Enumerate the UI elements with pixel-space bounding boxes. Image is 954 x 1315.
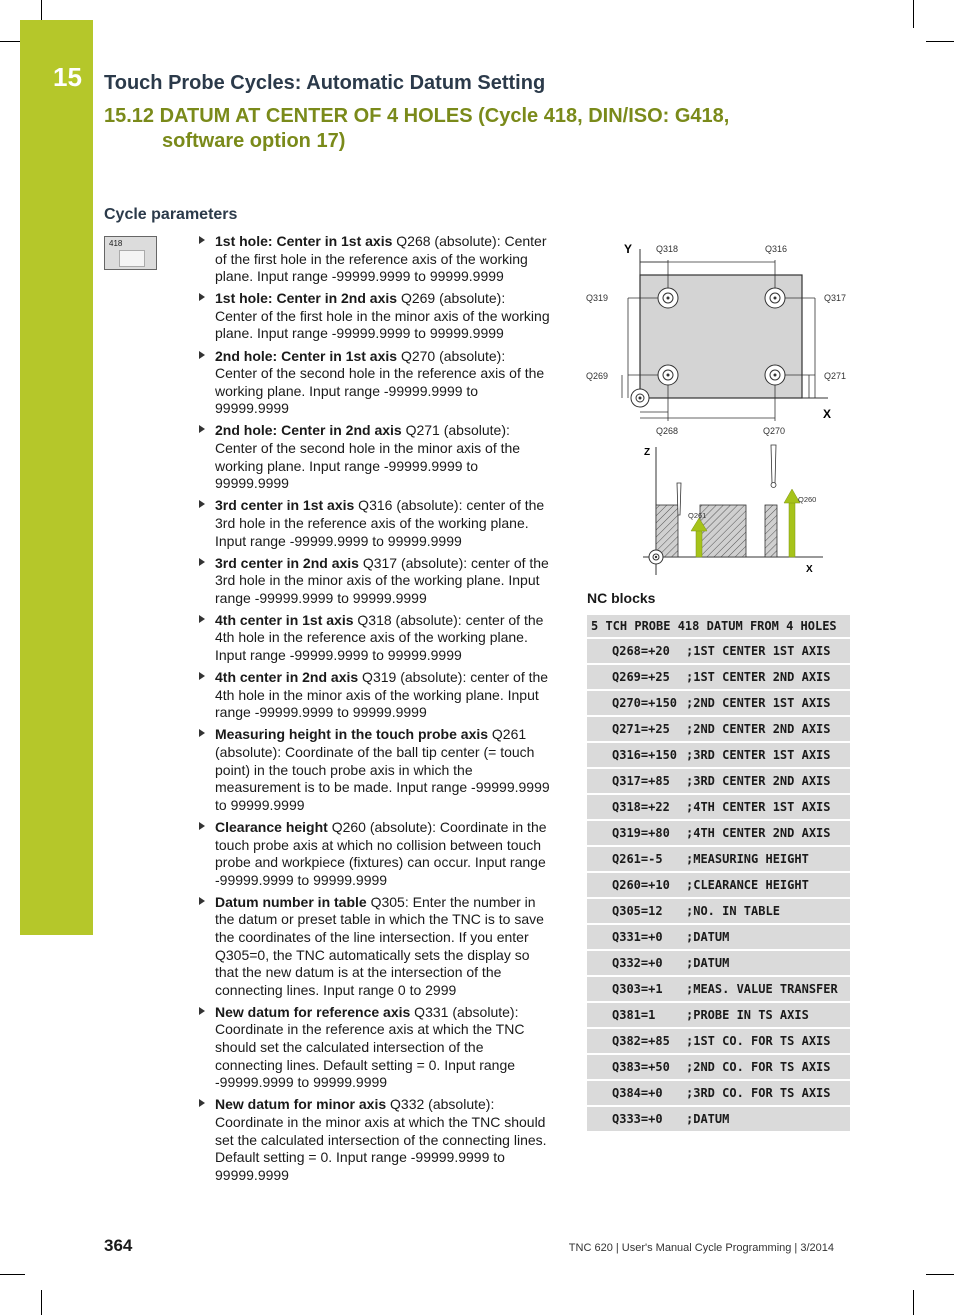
- parameter-name: Measuring height in the touch probe axis: [215, 726, 489, 743]
- bullet-arrow-icon: [199, 293, 205, 301]
- parameter-list: [196, 233, 551, 1189]
- parameter-item: [196, 555, 551, 608]
- nc-blocks-table: [587, 613, 850, 1131]
- nc-param-cell: Q384=+0: [587, 1080, 686, 1106]
- crop-mark: [926, 1274, 954, 1275]
- parameter-name: 3rd center in 1st axis: [215, 497, 355, 514]
- hole-marker: [658, 288, 678, 308]
- nc-param-cell: Q271=+25: [587, 716, 686, 742]
- bullet-arrow-icon: [199, 1099, 205, 1107]
- parameter-name: 4th center in 1st axis: [215, 611, 354, 628]
- label-q261: Q261: [688, 511, 707, 520]
- nc-comment-cell: ;DATUM: [686, 924, 850, 950]
- parameter-description: Q332 (absolute): Coordinate in the minor axis at which the TNC should set the calculated intersection of the connecting lines. Default setting = 0. Input range -99999.9999 to 99999.9999: [215, 1096, 547, 1183]
- section-title-line1: 15.12 DATUM AT CENTER OF 4 HOLES (Cycle 418, DIN/ISO: G418,: [104, 105, 730, 127]
- parameter-description: Q269 (absolute): Center of the first hole in the minor axis of the working plane. Input range -99999.9999 to 99999.9999: [215, 290, 550, 342]
- page-number: 364: [104, 1236, 133, 1255]
- nc-param-cell: Q260=+10: [587, 872, 686, 898]
- parameter-item: [196, 669, 551, 722]
- parameter-name: 1st hole: Center in 2nd axis: [215, 290, 398, 307]
- nc-param-cell: Q381=1: [587, 1002, 686, 1028]
- hole-marker: [658, 365, 678, 385]
- nc-row: [587, 794, 850, 820]
- nc-comment-cell: ;DATUM: [686, 1106, 850, 1131]
- nc-param-cell: Q333=+0: [587, 1106, 686, 1131]
- nc-param-cell: Q268=+20: [587, 638, 686, 664]
- nc-comment-cell: ;1ST CO. FOR TS AXIS: [686, 1028, 850, 1054]
- nc-row: [587, 950, 850, 976]
- parameter-item: [196, 1096, 551, 1184]
- nc-param-cell: Q261=-5: [587, 846, 686, 872]
- chapter-sidebar: [20, 20, 93, 935]
- parameter-description: Q271 (absolute): Center of the second hole in the minor axis of the working plane. Input range -99999.9999 to 99999.9999: [215, 422, 521, 492]
- chapter-number: 15: [53, 62, 82, 92]
- parameter-item: [196, 819, 551, 889]
- section-title-line2: software option 17): [162, 130, 346, 152]
- nc-row: [587, 872, 850, 898]
- y-axis-label: Y: [624, 242, 633, 256]
- nc-param-cell: Q383=+50: [587, 1054, 686, 1080]
- x-axis-label-small: X: [806, 564, 813, 575]
- nc-comment-cell: ;MEASURING HEIGHT: [686, 846, 850, 872]
- bullet-arrow-icon: [199, 351, 205, 359]
- nc-row: [587, 716, 850, 742]
- label-q318: Q318: [656, 244, 679, 254]
- parameter-item: [196, 290, 551, 343]
- hole-marker: [765, 288, 785, 308]
- crop-mark: [41, 0, 42, 20]
- parameter-description: Q261 (absolute): Coordinate of the ball tip center (= touch point) in the touch probe axis in which the measurement is to be made. Input range -99999.9999 to 99999.9999: [215, 726, 550, 813]
- nc-comment-cell: ;1ST CENTER 1ST AXIS: [686, 638, 850, 664]
- cycle-icon-label: 418: [109, 239, 123, 248]
- parameter-description: Q268 (absolute): Center of the first hole in the reference axis of the working plane. Input range -99999.9999 to 99999.9999: [215, 233, 547, 285]
- bullet-arrow-icon: [199, 558, 205, 566]
- nc-header-row: [587, 614, 850, 638]
- bullet-arrow-icon: [199, 729, 205, 737]
- bullet-arrow-icon: [199, 615, 205, 623]
- nc-comment-cell: ;DATUM: [686, 950, 850, 976]
- parameter-description: Q260 (absolute): Coordinate in the touch probe axis at which no collision between touch probe and workpiece (fixtures) can occur. Input range -99999.9999 to 99999.9999: [215, 818, 547, 888]
- parameter-item: [196, 497, 551, 550]
- cycle-diagram: [583, 235, 853, 580]
- nc-comment-cell: ;3RD CENTER 1ST AXIS: [686, 742, 850, 768]
- bullet-arrow-icon: [199, 425, 205, 433]
- x-axis-label: X: [823, 407, 832, 421]
- label-q268: Q268: [656, 426, 679, 436]
- nc-row: [587, 1106, 850, 1131]
- parameter-description: Q319 (absolute): center of the 4th hole in the minor axis of the working plane. Input range -99999.9999 to 99999.9999: [215, 669, 549, 721]
- crop-mark: [913, 0, 914, 28]
- parameter-item: [196, 348, 551, 418]
- nc-param-cell: Q316=+150: [587, 742, 686, 768]
- label-q271: Q271: [824, 371, 847, 381]
- nc-row: [587, 1002, 850, 1028]
- parameter-name: Datum number in table: [215, 893, 367, 910]
- z-axis-label-small: Z: [644, 447, 651, 458]
- nc-comment-cell: ;4TH CENTER 2ND AXIS: [686, 820, 850, 846]
- parameter-name: 2nd hole: Center in 1st axis: [215, 347, 398, 364]
- nc-param-cell: Q332=+0: [587, 950, 686, 976]
- nc-comment-cell: ;4TH CENTER 1ST AXIS: [686, 794, 850, 820]
- page-footer: TNC 620 | User's Manual Cycle Programming | 3/2014: [568, 1242, 834, 1254]
- parameter-name: 2nd hole: Center in 2nd axis: [215, 422, 402, 439]
- nc-row: [587, 820, 850, 846]
- nc-comment-cell: ;3RD CO. FOR TS AXIS: [686, 1080, 850, 1106]
- bullet-arrow-icon: [199, 672, 205, 680]
- parameter-description: Q316 (absolute): center of the 3rd hole in the reference axis of the working plane. Input range -99999.9999 to 99999.9999: [215, 497, 545, 549]
- nc-comment-cell: ;CLEARANCE HEIGHT: [686, 872, 850, 898]
- hole-marker: [765, 365, 785, 385]
- nc-comment-cell: ;1ST CENTER 2ND AXIS: [686, 664, 850, 690]
- nc-row: [587, 1028, 850, 1054]
- nc-row: [587, 976, 850, 1002]
- nc-row: [587, 924, 850, 950]
- parameter-name: 1st hole: Center in 1st axis: [215, 233, 393, 249]
- parameter-item: [196, 726, 551, 814]
- nc-comment-cell: ;2ND CENTER 2ND AXIS: [686, 716, 850, 742]
- section-title: [104, 104, 729, 154]
- datum-marker-small: [649, 550, 663, 564]
- label-q319: Q319: [586, 293, 609, 303]
- parameter-item: [196, 233, 551, 286]
- label-q317: Q317: [824, 293, 847, 303]
- parameter-item: [196, 612, 551, 665]
- parameter-item: [196, 422, 551, 492]
- label-q316: Q316: [765, 244, 788, 254]
- label-q269: Q269: [586, 371, 609, 381]
- parameter-name: New datum for reference axis: [215, 1003, 411, 1020]
- workpiece-section: [656, 505, 777, 557]
- parameter-name: New datum for minor axis: [215, 1096, 387, 1113]
- nc-comment-cell: ;NO. IN TABLE: [686, 898, 850, 924]
- parameter-description: Q331 (absolute): Coordinate in the reference axis at which the TNC should set the calculated intersection of the connecting lines. Default setting = 0. Input range -99999.9999 to 99999.9999: [215, 1003, 525, 1091]
- crop-mark: [926, 41, 954, 42]
- nc-row: [587, 742, 850, 768]
- cycle-418-icon: [104, 236, 157, 270]
- nc-comment-cell: ;2ND CENTER 1ST AXIS: [686, 690, 850, 716]
- parameter-description: Q270 (absolute): Center of the second hole in the reference axis of the working plane. Input range -99999.9999 to 99999.9999: [215, 347, 545, 417]
- nc-row: [587, 898, 850, 924]
- parameter-item: [196, 894, 551, 1000]
- probe-stylus: [677, 445, 776, 515]
- nc-row: [587, 690, 850, 716]
- nc-param-cell: Q303=+1: [587, 976, 686, 1002]
- chapter-title: Touch Probe Cycles: Automatic Datum Setting: [104, 72, 546, 94]
- bullet-arrow-icon: [199, 500, 205, 508]
- crop-mark: [0, 1274, 25, 1275]
- nc-comment-cell: ;2ND CO. FOR TS AXIS: [686, 1054, 850, 1080]
- parameter-name: Clearance height: [215, 818, 328, 835]
- nc-comment-cell: ;MEAS. VALUE TRANSFER: [686, 976, 850, 1002]
- parameter-name: 3rd center in 2nd axis: [215, 554, 359, 571]
- nc-param-cell: Q382=+85: [587, 1028, 686, 1054]
- nc-row: [587, 664, 850, 690]
- parameter-description: Q305: Enter the number in the datum or preset table in which the TNC is to save the coordinates of the line intersection. If you enter Q305=0, the TNC automatically sets the display so that the new datum is at the intersection of the connecting lines. Input range 0 to 2999: [215, 893, 544, 998]
- nc-param-cell: Q319=+80: [587, 820, 686, 846]
- nc-row: [587, 1054, 850, 1080]
- datum-marker: [631, 389, 649, 407]
- nc-param-cell: Q305=12: [587, 898, 686, 924]
- nc-param-cell: Q318=+22: [587, 794, 686, 820]
- cycle-icon-graphic: [119, 250, 145, 267]
- label-q260: Q260: [798, 495, 817, 504]
- parameter-item: [196, 1004, 551, 1092]
- nc-param-cell: Q331=+0: [587, 924, 686, 950]
- parameter-name: 4th center in 2nd axis: [215, 669, 359, 686]
- crop-mark: [913, 1290, 914, 1315]
- nc-row: [587, 1080, 850, 1106]
- crop-mark: [41, 1290, 42, 1315]
- bullet-arrow-icon: [199, 897, 205, 905]
- label-q270: Q270: [763, 426, 786, 436]
- parameter-description: Q317 (absolute): center of the 3rd hole in the minor axis of the working plane. Input range -99999.9999 to 99999.9999: [215, 554, 549, 606]
- nc-row: [587, 768, 850, 794]
- nc-comment-cell: ;PROBE IN TS AXIS: [686, 1002, 850, 1028]
- nc-row: [587, 846, 850, 872]
- nc-param-cell: Q269=+25: [587, 664, 686, 690]
- bullet-arrow-icon: [199, 822, 205, 830]
- subsection-title: Cycle parameters: [104, 206, 238, 223]
- bullet-arrow-icon: [199, 1007, 205, 1015]
- nc-comment-cell: ;3RD CENTER 2ND AXIS: [686, 768, 850, 794]
- parameter-description: Q318 (absolute): center of the 4th hole in the reference axis of the working plane. Input range -99999.9999 to 99999.9999: [215, 611, 544, 664]
- bullet-arrow-icon: [199, 236, 205, 244]
- nc-param-cell: Q270=+150: [587, 690, 686, 716]
- nc-blocks-label: NC blocks: [587, 590, 656, 606]
- nc-row: [587, 638, 850, 664]
- nc-header-cell: 5 TCH PROBE 418 DATUM FROM 4 HOLES: [587, 614, 850, 638]
- nc-param-cell: Q317=+85: [587, 768, 686, 794]
